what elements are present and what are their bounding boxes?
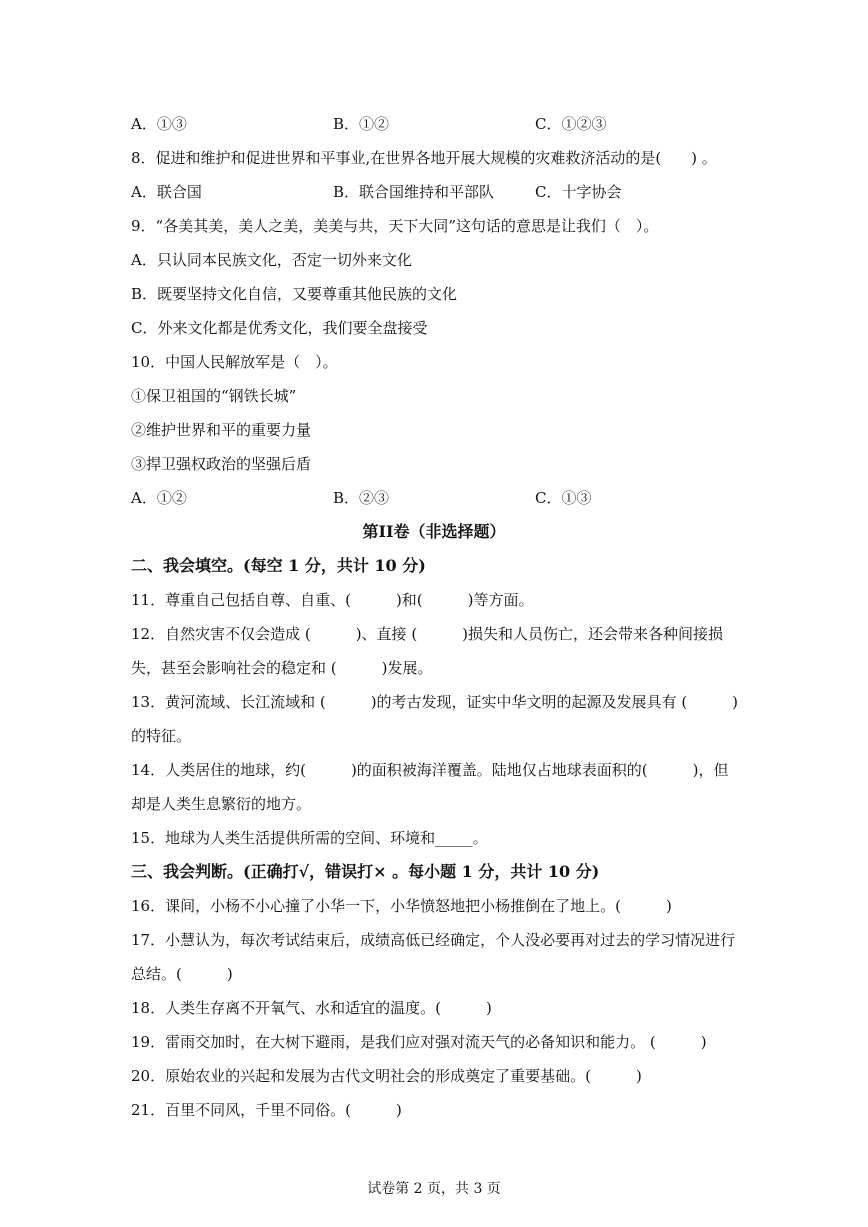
q12-question-line1: 12．自然灾害不仅会造成 ( )、直接 ( )损失和人员伤亡，还会带来各种间接损: [131, 625, 724, 643]
q7-option-a: A．①③: [131, 115, 187, 133]
q8-option-a: A．联合国: [131, 183, 202, 201]
q17-question-line1: 17．小慧认为，每次考试结束后，成绩高低已经确定，个人没必要再对过去的学习情况进行: [131, 931, 736, 949]
section3-heading: 三、我会判断。(正确打√，错误打× 。每小题 1 分，共计 10 分): [131, 862, 600, 881]
q13-question-line2: 的特征。: [131, 727, 192, 745]
q13-question-line1: 13．黄河流域、长江流域和 ( )的考古发现，证实中华文明的起源及发展具有 ( ): [131, 693, 739, 711]
q7-option-c: C．①②③: [535, 115, 607, 133]
q10-statement-3: ③捍卫强权政治的坚强后盾: [131, 455, 312, 473]
q15-question: 15．地球为人类生活提供所需的空间、环境和_____。: [131, 829, 488, 847]
q14-question-line1: 14．人类居住的地球，约( )的面积被海洋覆盖。陆地仅占地球表面积的( )，但: [131, 761, 729, 779]
q10-option-b: B．②③: [333, 489, 390, 507]
part2-title: 第II卷（非选择题）: [362, 522, 506, 541]
q8-option-c: C．十字协会: [535, 183, 622, 201]
q9-question: 9．“各美其美，美人之美，美美与共，天下大同”这句话的意思是让我们（ ）。: [131, 217, 659, 235]
q18-question: 18．人类生存离不开氧气、水和适宜的温度。( ): [131, 999, 492, 1017]
q19-question: 19．雷雨交加时，在大树下避雨，是我们应对强对流天气的必备知识和能力。 ( ): [131, 1033, 707, 1051]
q7-option-b: B．①②: [333, 115, 390, 133]
page-footer: 试卷第 2 页，共 3 页: [367, 1181, 501, 1197]
q20-question: 20．原始农业的兴起和发展为古代文明社会的形成奠定了重要基础。( ): [131, 1067, 642, 1085]
q12-question-line2: 失，甚至会影响社会的稳定和 ( )发展。: [131, 659, 433, 677]
q10-statement-1: ①保卫祖国的“钢铁长城”: [131, 387, 297, 405]
q10-option-c: C．①③: [535, 489, 592, 507]
q10-question: 10．中国人民解放军是（ ）。: [131, 353, 338, 371]
q9-option-a: A．只认同本民族文化，否定一切外来文化: [131, 251, 412, 269]
q9-option-c: C．外来文化都是优秀文化，我们要全盘接受: [131, 319, 428, 337]
q8-option-b: B．联合国维持和平部队: [333, 183, 495, 201]
q16-question: 16．课间，小杨不小心撞了小华一下，小华愤怒地把小杨推倒在了地上。( ): [131, 897, 672, 915]
q17-question-line2: 总结。( ): [131, 965, 233, 983]
section2-heading: 二、我会填空。(每空 1 分，共计 10 分): [131, 556, 426, 575]
q21-question: 21．百里不同风，千里不同俗。( ): [131, 1101, 402, 1119]
q14-question-line2: 却是人类生息繁衍的地方。: [131, 795, 312, 813]
q11-question: 11．尊重自己包括自尊、自重、( )和( )等方面。: [131, 591, 534, 609]
q9-option-b: B．既要坚持文化自信，又要尊重其他民族的文化: [131, 285, 458, 303]
q10-statement-2: ②维护世界和平的重要力量: [131, 421, 312, 439]
q8-question: 8．促进和维护和促进世界和平事业,在世界各地开展大规模的灾难救济活动的是( ) 。: [131, 149, 717, 167]
q10-option-a: A．①②: [131, 489, 187, 507]
